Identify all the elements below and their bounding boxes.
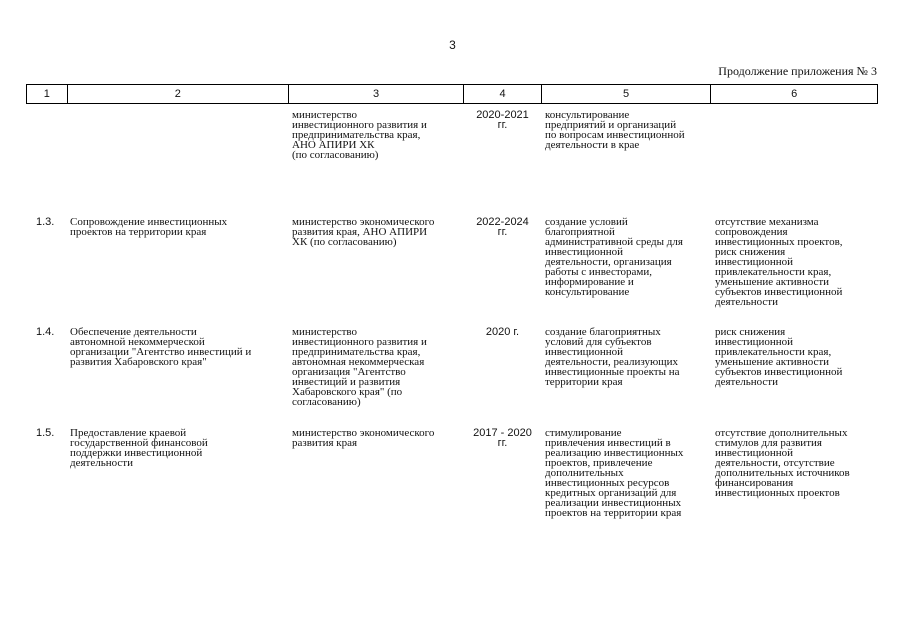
executor-line: инвестиций и развития xyxy=(292,376,401,388)
executor-line: инвестиционного развития и xyxy=(292,119,427,131)
risk-line: инвестиционной xyxy=(715,336,794,348)
period-line: 2020-2021 xyxy=(476,109,529,121)
row-number: 1.3. xyxy=(36,216,55,228)
period xyxy=(464,217,541,307)
row-number: 1.5. xyxy=(36,427,55,439)
executor-line: инвестиционного развития и xyxy=(292,336,427,348)
measure-name xyxy=(66,327,288,407)
expected-result xyxy=(541,217,711,307)
header-col-1: 1 xyxy=(27,85,68,103)
executor xyxy=(288,110,464,160)
risk-line: финансирования xyxy=(715,477,794,489)
risk-line: инвестиционных проектов xyxy=(715,487,840,499)
executor-line: (по согласованию) xyxy=(292,149,379,161)
risk-line: субъектов инвестиционной xyxy=(715,366,843,378)
row-number xyxy=(26,110,66,160)
page-number: 3 xyxy=(449,38,456,52)
executor-line: министерство экономического xyxy=(292,216,435,228)
period-line: 2022-2024 xyxy=(476,216,529,228)
executor-line: АНО АПИРИ ХК xyxy=(292,139,375,151)
executor-line: министерство xyxy=(292,326,358,338)
executor xyxy=(288,327,464,407)
header-col-4: 4 xyxy=(464,85,541,103)
table-row xyxy=(26,428,878,518)
result-line: условий для субъектов xyxy=(545,336,652,348)
result-line: кредитных организаций для xyxy=(545,487,677,499)
result-line: реализации инвестиционных xyxy=(545,497,682,509)
result-line: благоприятной xyxy=(545,226,615,238)
result-line: консультирование xyxy=(545,109,630,121)
result-line: административной среды для xyxy=(545,236,683,248)
risk-line: дополнительных источников xyxy=(715,467,850,479)
header-col-6: 6 xyxy=(791,88,798,100)
header-col-3: 3 xyxy=(289,85,465,103)
result-line: инвестиционной xyxy=(545,246,624,258)
risk-line: сопровождения xyxy=(715,226,788,238)
measure-name xyxy=(66,110,288,160)
executor-line: согласованию) xyxy=(292,396,361,408)
period-line: гг. xyxy=(497,119,508,131)
risk-line: субъектов инвестиционной xyxy=(715,286,843,298)
risk xyxy=(711,327,878,407)
result-line: проектов, привлечение xyxy=(545,457,653,469)
result-line: по вопросам инвестиционной xyxy=(545,129,685,141)
result-line: создание благоприятных xyxy=(545,326,661,338)
risk-line: стимулов для развития xyxy=(715,437,822,449)
header-col-5: 5 xyxy=(542,85,712,103)
risk-line: риск снижения xyxy=(715,246,786,258)
name-line: автономной некоммерческой xyxy=(70,336,205,348)
result-line: стимулирование xyxy=(545,427,622,439)
result-line: создание условий xyxy=(545,216,628,228)
table-row xyxy=(26,110,878,160)
risk-line: отсутствие дополнительных xyxy=(715,427,848,439)
executor-line: предпринимательства края, xyxy=(292,346,421,358)
result-line: консультирование xyxy=(545,286,630,298)
executor-line: развития края xyxy=(292,437,358,449)
result-line: деятельности, реализующих xyxy=(545,356,679,368)
table-row xyxy=(26,327,878,407)
appendix-note: Продолжение приложения № 3 xyxy=(718,64,877,78)
result-line: территории края xyxy=(545,376,623,388)
risk xyxy=(711,217,878,307)
period-line: гг. xyxy=(497,226,508,238)
risk xyxy=(711,110,878,160)
executor xyxy=(288,217,464,307)
table-row xyxy=(26,217,878,307)
result-line: инвестиционной xyxy=(545,346,624,358)
risk-line: деятельности xyxy=(715,376,778,388)
expected-result xyxy=(541,327,711,407)
risk-line: риск снижения xyxy=(715,326,786,338)
risk-line: инвестиционных проектов, xyxy=(715,236,843,248)
result-line: информирование и xyxy=(545,276,634,288)
name-line: Предоставление краевой xyxy=(70,427,187,439)
risk xyxy=(711,428,878,518)
name-line: деятельности xyxy=(70,457,133,469)
executor-line: министерство xyxy=(292,109,358,121)
table-header xyxy=(26,84,878,104)
name-line: поддержки инвестиционной xyxy=(70,447,203,459)
executor-line: предпринимательства края, xyxy=(292,129,421,141)
risk-line: деятельности, отсутствие xyxy=(715,457,835,469)
name-line: развития Хабаровского края" xyxy=(70,356,207,368)
executor-line: развития края, АНО АПИРИ xyxy=(292,226,428,238)
header-col-2: 2 xyxy=(68,85,289,103)
period xyxy=(464,428,541,518)
name-line: проектов на территории края xyxy=(70,226,207,238)
result-line: деятельности в крае xyxy=(545,139,640,151)
result-line: работы с инвесторами, xyxy=(545,266,652,278)
result-line: инвестиционные проекты на xyxy=(545,366,680,378)
risk-line: привлекательности края, xyxy=(715,346,832,358)
risk-line: отсутствие механизма xyxy=(715,216,819,228)
risk-line: деятельности xyxy=(715,296,778,308)
expected-result xyxy=(541,110,711,160)
result-line: инвестиционных ресурсов xyxy=(545,477,670,489)
result-line: проектов на территории края xyxy=(545,507,682,519)
period xyxy=(464,327,541,407)
name-line: организации "Агентство инвестиций и xyxy=(70,346,252,358)
result-line: деятельности, организация xyxy=(545,256,672,268)
name-line: государственной финансовой xyxy=(70,437,208,449)
period-line: гг. xyxy=(497,437,508,449)
risk-line: инвестиционной xyxy=(715,447,794,459)
period-line: 2017 - 2020 xyxy=(473,427,532,439)
result-line: предприятий и организаций xyxy=(545,119,677,131)
risk-line: уменьшение активности xyxy=(715,356,830,368)
period xyxy=(464,110,541,160)
executor-line: министерство экономического xyxy=(292,427,435,439)
risk-line: инвестиционной xyxy=(715,256,794,268)
name-line: Обеспечение деятельности xyxy=(70,326,197,338)
measure-name xyxy=(66,428,288,518)
executor-line: организация "Агентство xyxy=(292,366,406,378)
name-line: Сопровождение инвестиционных xyxy=(70,216,228,228)
risk-line: привлекательности края, xyxy=(715,266,832,278)
executor-line: ХК (по согласованию) xyxy=(292,236,397,248)
executor-line: автономная некоммерческая xyxy=(292,356,425,368)
result-line: дополнительных xyxy=(545,467,624,479)
period-line: 2020 г. xyxy=(485,326,520,338)
row-number: 1.4. xyxy=(36,326,55,338)
executor xyxy=(288,428,464,518)
measure-name xyxy=(66,217,288,307)
executor-line: Хабаровского края" (по xyxy=(292,386,403,398)
expected-result xyxy=(541,428,711,518)
risk-line: уменьшение активности xyxy=(715,276,830,288)
result-line: реализацию инвестиционных xyxy=(545,447,684,459)
result-line: привлечения инвестиций в xyxy=(545,437,671,449)
